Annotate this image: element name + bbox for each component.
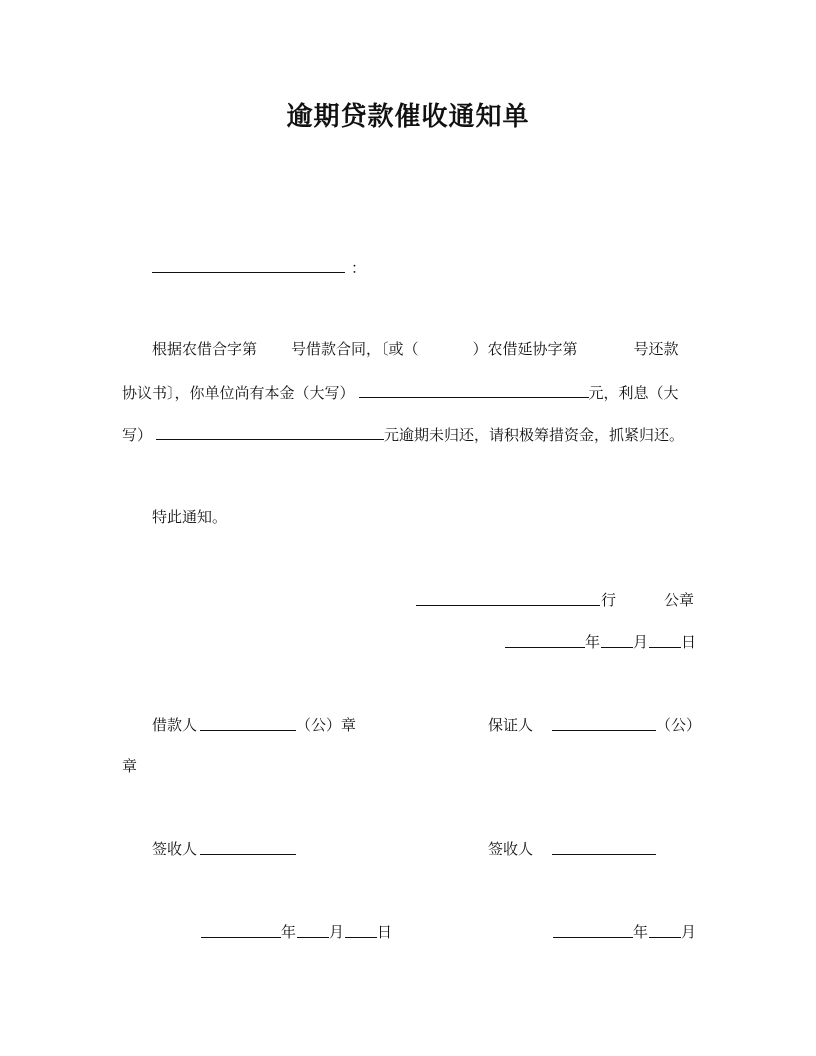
receipt-left-month-blank [297,937,329,938]
principal-label: 协议书〕，你单位尚有本金（大写） [122,384,355,402]
interest-label-cont: 写） [122,426,153,444]
guarantor-label: 保证人 [488,716,534,734]
guarantor-blank [552,730,656,731]
borrower-blank [200,730,296,731]
addressee-blank [152,272,345,273]
receipt-left-month-label: 月 [329,923,345,941]
receipt-right-year-label: 年 [633,923,649,941]
receipt-left-day-label: 日 [377,923,393,941]
overdue-text: 元逾期未归还，请积极筹措资金，抓紧归还。 [384,426,685,444]
notice-text: 特此通知。 [152,508,228,526]
receipt-left-blank [200,854,296,855]
receipt-right-month-label: 月 [681,923,697,941]
guarantor-seal: （公） [656,716,702,734]
body-line-3 [122,424,684,445]
interest-blank [156,424,384,440]
borrower-label: 借款人 [152,716,198,734]
bank-year-blank [505,647,585,648]
bank-day-label: 日 [681,633,697,651]
bank-day-blank [649,647,681,648]
bank-seal-label: 公章 [664,591,695,609]
receipt-left-year-label: 年 [281,923,297,941]
receipt-right-label: 签收人 [488,840,534,858]
bank-month-label: 月 [633,633,649,651]
interest-label: 元，利息（大 [588,384,679,402]
receipt-left-year-blank [201,937,281,938]
bank-hang-label: 行 [601,591,617,609]
principal-blank [359,382,589,398]
body-line-1 [152,339,679,359]
guarantor-seal-wrap: 章 [122,757,138,775]
receipt-right-blank [552,854,656,855]
body-line-2 [122,382,679,403]
receipt-right-year-blank [553,937,633,938]
document-title: 逾期贷款催收通知单 [286,102,530,132]
receipt-left-day-blank [345,937,377,938]
repayment-suffix: 号还款 [633,340,679,358]
contract-middle: 号借款合同，〔或（ [291,340,419,358]
borrower-seal: （公）章 [296,716,357,734]
bank-year-label: 年 [585,633,601,651]
addressee-colon: ： [351,259,367,277]
bank-month-blank [601,647,633,648]
extension-prefix: ）农借延协字第 [472,340,578,358]
contract-prefix: 根据农借合字第 [152,340,258,358]
bank-name-blank [416,605,600,606]
receipt-left-label: 签收人 [152,840,198,858]
receipt-right-month-blank [649,937,681,938]
